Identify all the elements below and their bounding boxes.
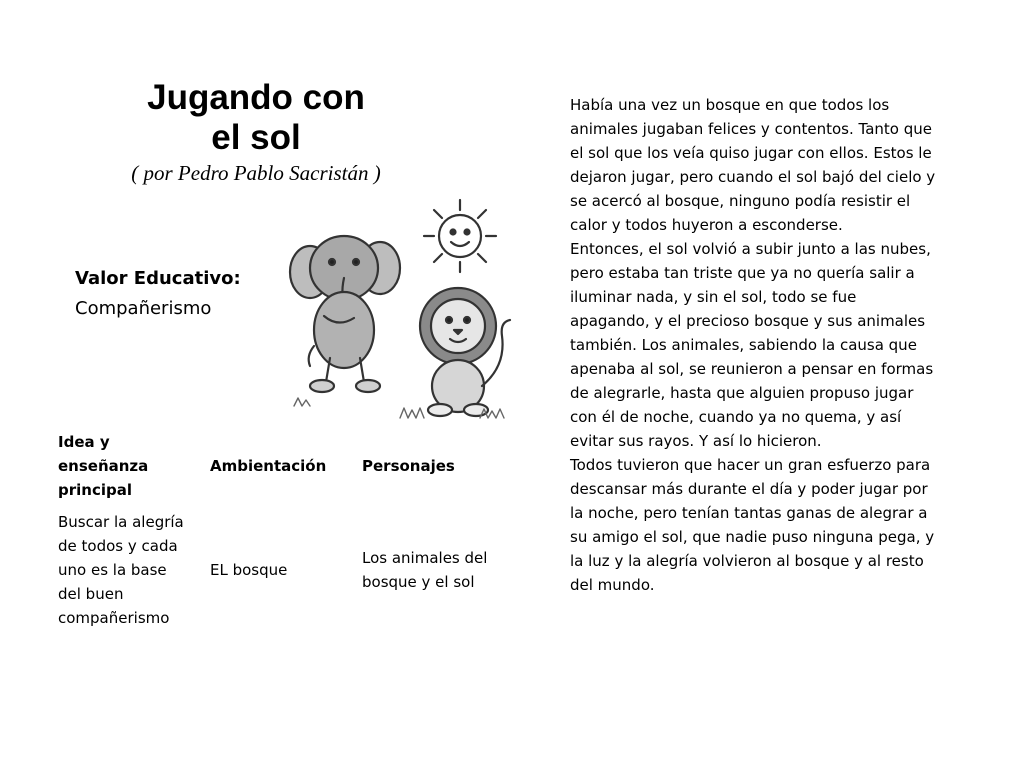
table-header-ambientacion: Ambientación <box>210 457 327 475</box>
story-paragraph: Todos tuvieron que hacer un gran esfuerzo para descansar más durante el día y poder jugar por la noche, pero tenían tantas ganas de alegrar a su amigo el sol, que nadie puso ninguna pega, y la luz y la alegría volvieron al bosque y al resto del mundo. <box>570 456 935 594</box>
info-table <box>48 426 502 634</box>
story-paragraph: Entonces, el sol volvió a subir junto a las nubes, pero estaba tan triste que ya no quería salir a iluminar nada, y sin el sol, todo se fue apagando, y el precioso bosque y sus animales también. Los animales, sabiendo la causa que apenaba al sol, se reunieron a pensar en formas de alegrarle, hasta que alguien propuso jugar con él de noche, cuando ya no quema, y así evitar sus rayos. Y así lo hicieron. <box>570 240 934 450</box>
author-subtitle: ( por Pedro Pablo Sacristán ) <box>131 161 381 185</box>
story-text <box>570 93 936 597</box>
educational-value <box>75 264 241 324</box>
table-cell-personajes: Los animales del bosque y el sol <box>362 549 488 591</box>
lion-icon <box>420 288 510 416</box>
table-cell-ambientacion: EL bosque <box>210 561 288 579</box>
table-cell-idea: Buscar la alegría de todos y cada uno es la base del buen compañerismo <box>58 513 184 627</box>
sun-icon <box>424 200 496 272</box>
educational-value-text: Compañerismo <box>75 298 212 319</box>
educational-value-label: Valor Educativo: <box>75 268 241 289</box>
table-row <box>48 506 502 634</box>
table-header-row <box>48 426 502 506</box>
elephant-icon <box>290 236 400 392</box>
page-title-line-2: el sol <box>211 118 301 157</box>
title-block <box>96 78 416 186</box>
table-header-personajes: Personajes <box>362 457 455 475</box>
illustration <box>280 196 520 428</box>
page-title-line-1: Jugando con <box>147 78 365 117</box>
story-paragraph: Había una vez un bosque en que todos los animales jugaban felices y contentos. Tanto que el sol que los veía quiso jugar con ellos. Estos le dejaron jugar, pero cuando el sol bajó del cielo y se acercó al bosque, ninguno podía resistir el calor y todos huyeron a esconderse. <box>570 96 936 234</box>
table-header-idea: Idea y enseñanza principal <box>58 433 149 499</box>
